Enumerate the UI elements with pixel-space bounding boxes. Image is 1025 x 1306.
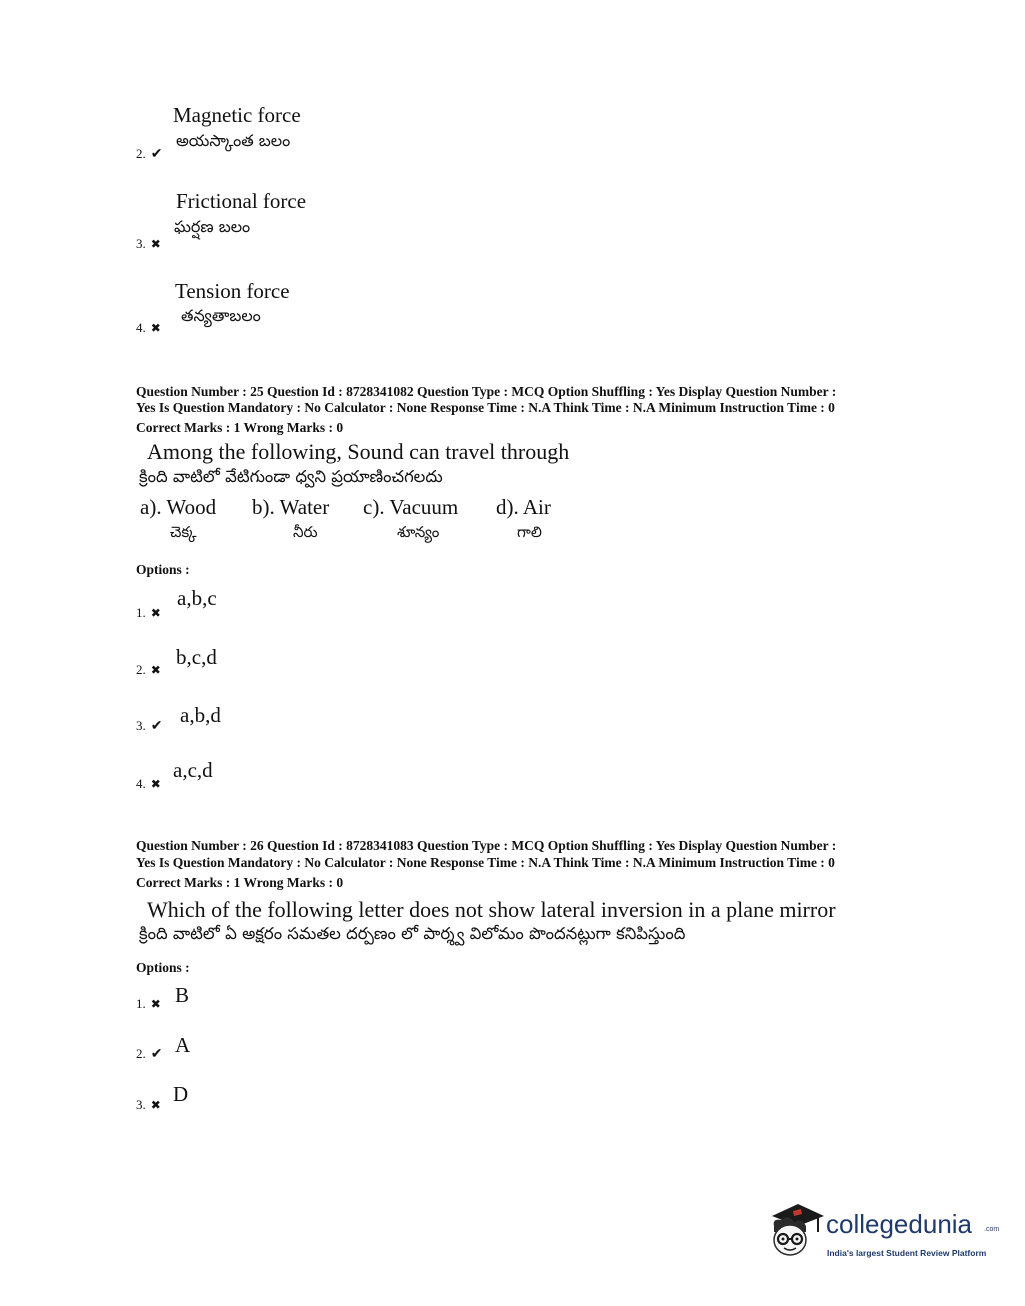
cross-icon: ✖ bbox=[150, 321, 161, 335]
cross-icon: ✖ bbox=[150, 777, 161, 791]
cross-icon: ✖ bbox=[150, 1098, 161, 1112]
sub-item-c: c). Vacuum bbox=[363, 495, 459, 519]
sub-item-d: d). Air bbox=[496, 495, 551, 519]
sub-item-c-te: శూన్యం bbox=[397, 523, 440, 541]
check-icon: ✔ bbox=[150, 1047, 163, 1062]
option-number: 2. ✔ bbox=[136, 1046, 163, 1062]
option-text: B bbox=[175, 983, 190, 1007]
prev-option-2-en: Magnetic force bbox=[173, 103, 301, 127]
check-icon: ✔ bbox=[150, 719, 163, 734]
prev-option-3-en: Frictional force bbox=[176, 189, 307, 213]
mascot-icon bbox=[766, 1198, 826, 1260]
option-text: b,c,d bbox=[176, 645, 217, 669]
question-marks: Correct Marks : 1 Wrong Marks : 0 bbox=[136, 420, 344, 435]
sub-item-b: b). Water bbox=[252, 495, 330, 519]
option-number: 3. ✖ bbox=[136, 1097, 161, 1112]
option-number: 3. ✖ bbox=[136, 236, 161, 251]
question-text-en: Which of the following letter does not show lateral inversion in a plane mirror bbox=[147, 897, 836, 922]
question-meta-line: Question Number : 26 Question Id : 8728341083 Question Type : MCQ Option Shuffling : Yes Display Question Number : bbox=[136, 838, 837, 853]
question-marks: Correct Marks : 1 Wrong Marks : 0 bbox=[136, 875, 344, 890]
prev-option-2-te: అయస్కాంత బలం bbox=[176, 131, 291, 150]
sub-item-b-te: నీరు bbox=[293, 523, 318, 541]
prev-option-3-te: ఘర్షణ బలం bbox=[174, 217, 251, 236]
option-number: 1. ✖ bbox=[136, 605, 161, 620]
options-label: Options : bbox=[136, 562, 190, 577]
option-number: 1. ✖ bbox=[136, 996, 161, 1011]
sub-item-d-te: గాలి bbox=[517, 523, 542, 541]
logo-brand: collegedunia bbox=[826, 1209, 973, 1239]
option-text: a,c,d bbox=[173, 758, 213, 782]
option-number: 4. ✖ bbox=[136, 776, 161, 791]
option-text: D bbox=[173, 1082, 189, 1106]
option-text: a,b,d bbox=[180, 703, 221, 727]
logo-suffix: .com bbox=[984, 1226, 1000, 1233]
sub-item-a-te: చెక్క bbox=[170, 523, 197, 541]
question-meta-line: Yes Is Question Mandatory : No Calculator : None Response Time : N.A Think Time : N.A Minimum Instruction Time : 0 bbox=[136, 400, 835, 415]
question-text-en: Among the following, Sound can travel through bbox=[147, 439, 570, 464]
option-number: 2. ✖ bbox=[136, 662, 161, 677]
sub-item-a: a). Wood bbox=[140, 495, 217, 519]
prev-option-4-en: Tension force bbox=[175, 279, 290, 303]
option-text: A bbox=[175, 1033, 191, 1057]
cross-icon: ✖ bbox=[150, 663, 161, 677]
logo-tagline: India's largest Student Review Platform bbox=[827, 1248, 987, 1258]
question-text-te: క్రింది వాటిలో ఏ అక్షరం సమతల దర్పణం లో పార్శ్వ విలోమం పొందనట్లుగా కనిపిస్తుంది bbox=[139, 924, 686, 943]
option-text: a,b,c bbox=[177, 586, 217, 610]
question-meta-line: Yes Is Question Mandatory : No Calculator : None Response Time : N.A Think Time : N.A Minimum Instruction Time : 0 bbox=[136, 855, 835, 870]
option-number: 4. ✖ bbox=[136, 320, 161, 335]
cross-icon: ✖ bbox=[150, 237, 161, 251]
prev-option-4-te: తన్యతాబలం bbox=[181, 306, 261, 325]
cross-icon: ✖ bbox=[150, 606, 161, 620]
options-label: Options : bbox=[136, 960, 190, 975]
question-text-te: క్రింది వాటిలో వేటిగుండా ధ్వని ప్రయాణించగలదు bbox=[139, 467, 443, 486]
option-number: 2. ✔ bbox=[136, 146, 163, 162]
question-meta-line: Question Number : 25 Question Id : 8728341082 Question Type : MCQ Option Shuffling : Yes Display Question Number : bbox=[136, 384, 837, 399]
cross-icon: ✖ bbox=[150, 997, 161, 1011]
check-icon: ✔ bbox=[150, 147, 163, 162]
option-number: 3. ✔ bbox=[136, 718, 163, 734]
